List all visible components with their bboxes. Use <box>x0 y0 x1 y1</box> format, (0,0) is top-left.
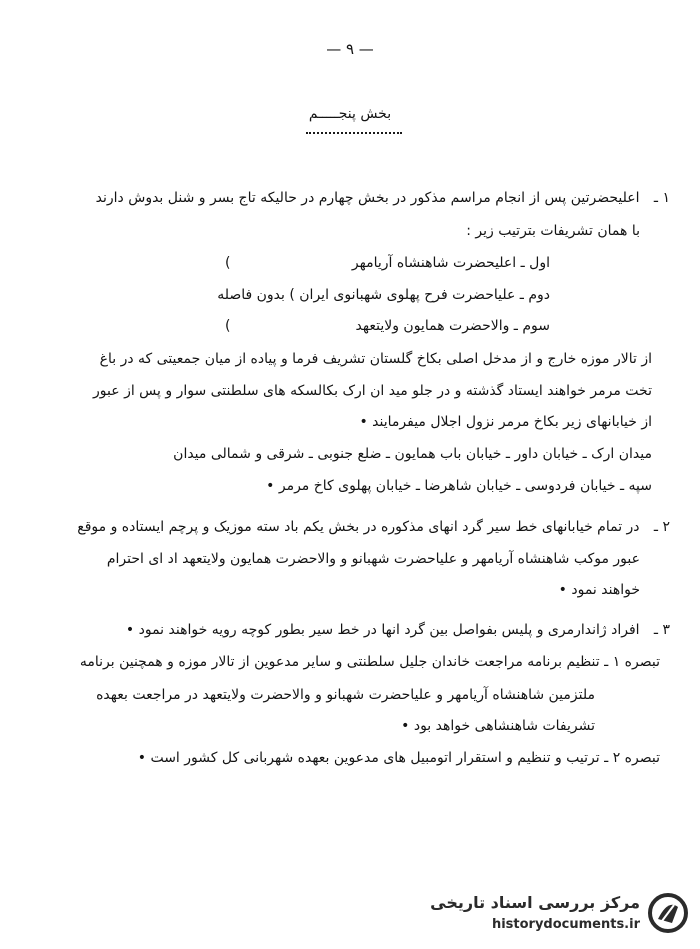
note-1-line-1: تبصره ۱ ـ تنظیم برنامه مراجعت خاندان جلیل سلطنتی و سایر مدعوین از تالار موزه و همچنین برنامه <box>79 654 660 670</box>
paragraph-2-line-3: خواهند نمود • <box>558 582 640 598</box>
archive-watermark <box>398 891 688 939</box>
title-underline <box>306 132 402 134</box>
note-2-line-1: تبصره ۲ ـ ترتیب و تنظیم و استقرار اتومبیل های مدعوین بعهده شهربانی کل کشور است • <box>137 750 660 766</box>
list-item-2: دوم ـ علیاحضرت فرح پهلوی شهبانوی ایران ) بدون فاصله <box>217 287 550 303</box>
list-item-1-text: اول ـ اعلیحضرت شاهنشاه آریامهر <box>351 255 550 271</box>
paragraph-1-number: ۱ ـ <box>653 190 670 206</box>
paragraph-1-line-2: با همان تشریفات بترتیب زیر : <box>466 223 640 239</box>
note-1-line-2: ملتزمین شاهنشاه آریامهر و علیاحضرت شهبانو و والاحضرت ولایتعهد در مراجعت بعهده <box>96 687 595 703</box>
paragraph-2-text-1: در تمام خیابانهای خط سیر گرد انهای مذکوره در بخش یکم باد سته موزیک و پرچم ایستاده و موقع <box>77 519 640 535</box>
watermark-title: مرکز بررسی اسناد تاریخی <box>430 893 640 912</box>
list-item-3-paren: ) <box>225 318 231 334</box>
note-1-line-3: تشریفات شاهنشاهی خواهد بود • <box>401 718 595 734</box>
page-number: — ۹ — <box>326 40 374 58</box>
list-item-3-text: سوم ـ والاحضرت همایون ولایتعهد <box>355 318 550 334</box>
paragraph-2-line-1 <box>40 517 670 537</box>
paragraph-1-line-6: میدان ارک ـ خیابان داور ـ خیابان باب همایون ـ ضلع جنوبی ـ شرقی و شمالی میدان <box>173 446 652 462</box>
paragraph-3-line-1 <box>40 620 670 640</box>
paragraph-1-text-1: اعلیحضرتین پس از انجام مراسم مذکور در بخش چهارم در حالیکه تاج بسر و شنل بدوش دارند <box>95 190 640 206</box>
paragraph-3-number: ۳ ـ <box>653 622 670 638</box>
paragraph-2-line-2: عبور موکب شاهنشاه آریامهر و علیاحضرت شهبانو و والاحضرت همایون ولایتعهد اد ای احترام <box>106 551 640 567</box>
section-title: بخش پنجـــــم <box>308 106 392 122</box>
paragraph-1-line-3: از تالار موزه خارج و از مدخل اصلی بکاخ گلستان تشریف فرما و پیاده از میان جمعیتی که در باغ <box>99 351 652 367</box>
list-item-1-paren: ) <box>225 255 231 271</box>
paragraph-2-number: ۲ ـ <box>653 519 670 535</box>
paragraph-1-line-7: سپه ـ خیابان فردوسی ـ خیابان شاهرضا ـ خیابان پهلوی کاخ مرمر • <box>266 478 652 494</box>
watermark-url: historydocuments.ir <box>491 917 640 932</box>
paragraph-1-line-5: از خیابانهای زیر بکاخ مرمر نزول اجلال میفرمایند • <box>359 414 652 430</box>
paragraph-1-line-4: تخت مرمر خواهند ایستاد گذشته و در جلو مید ان ارک بکالسکه های سلطنتی سوار و پس از عبور <box>93 383 652 399</box>
list-item-3 <box>40 316 550 336</box>
list-item-1 <box>40 253 550 273</box>
paragraph-1-line-1 <box>40 188 670 208</box>
paragraph-3-text-1: افراد ژاندارمری و پلیس بفواصل بین گرد انها در خط سیر بطور کوچه رویه خواهند نمود • <box>125 622 640 638</box>
document-archive-logo-icon <box>648 893 688 933</box>
